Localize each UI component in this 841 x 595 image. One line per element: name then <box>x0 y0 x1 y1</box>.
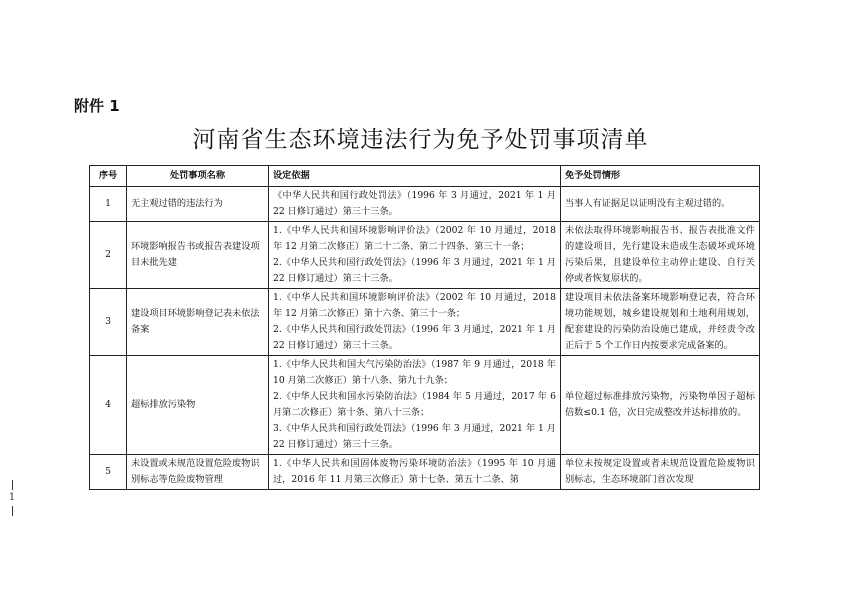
row-basis <box>269 187 561 222</box>
table-row <box>90 455 760 490</box>
page-title: 河南省生态环境违法行为免予处罚事项清单 <box>192 127 649 153</box>
page-number-bar-bottom <box>12 506 13 516</box>
row-no: 2 <box>90 222 127 289</box>
basis-item: 1.《中华人民共和国环境影响评价法》（2002 年 10 月通过，2018 年 12 月第二次修正）第二十二条、第二十四条、第三十一条； <box>273 225 556 252</box>
basis-item: 2.《中华人民共和国行政处罚法》（1996 年 3 月通过，2021 年 1 月 22 日修订通过）第三十三条。 <box>273 324 556 351</box>
side-page-number <box>2 478 22 518</box>
table-header-row <box>90 166 760 187</box>
basis-item: 1.《中华人民共和国固体废物污染环境防治法》（1995 年 10 月通过，2016 年 11 月第三次修正）第十七条、第五十二条、第 <box>273 458 556 485</box>
table-row <box>90 289 760 356</box>
row-no: 4 <box>90 356 127 455</box>
row-basis <box>269 356 561 455</box>
row-condition: 单位未按规定设置或者未规范设置危险废物识别标志，生态环境部门首次发现 <box>561 455 760 490</box>
row-name: 建设项目环境影响登记表未依法备案 <box>127 289 269 356</box>
page-number: 1 <box>8 492 16 503</box>
row-condition: 当事人有证据足以证明没有主观过错的。 <box>561 187 760 222</box>
penalty-exemption-table <box>89 165 760 490</box>
basis-item: 2.《中华人民共和国行政处罚法》（1996 年 3 月通过，2021 年 1 月 22 日修订通过）第三十三条。 <box>273 257 556 284</box>
attachment-label: 附件 1 <box>74 97 120 115</box>
row-condition: 未依法取得环境影响报告书、报告表批准文件的建设项目，先行建设未造成生态破坏或环境污染后果，且建设单位主动停止建设、自行关停或者恢复原状的。 <box>561 222 760 289</box>
row-basis <box>269 222 561 289</box>
page-number-bar-top <box>12 480 13 490</box>
basis-item: 《中华人民共和国行政处罚法》（1996 年 3 月通过，2021 年 1 月 22 日修订通过）第三十三条。 <box>273 190 556 217</box>
table-row <box>90 187 760 222</box>
header-no: 序号 <box>90 166 127 187</box>
row-condition: 单位超过标准排放污染物，污染物单因子超标倍数≤0.1 倍，次日完成整改并达标排放的。 <box>561 356 760 455</box>
basis-item: 2.《中华人民共和国水污染防治法》（1984 年 5 月通过，2017 年 6 月第二次修正）第十条、第八十三条； <box>273 391 556 418</box>
row-name: 无主观过错的违法行为 <box>127 187 269 222</box>
header-condition: 免予处罚情形 <box>561 166 760 187</box>
basis-item: 1.《中华人民共和国环境影响评价法》（2002 年 10 月通过，2018 年 12 月第二次修正）第十六条、第三十一条； <box>273 292 556 319</box>
header-name: 处罚事项名称 <box>127 166 269 187</box>
header-basis: 设定依据 <box>269 166 561 187</box>
table-row <box>90 222 760 289</box>
table-row <box>90 356 760 455</box>
basis-item: 3.《中华人民共和国行政处罚法》（1996 年 3 月通过，2021 年 1 月 22 日修订通过）第三十三条。 <box>273 423 556 450</box>
row-name: 未设置或未规范设置危险废物识别标志等危险废物管理 <box>127 455 269 490</box>
row-condition: 建设项目未依法备案环境影响登记表，符合环境功能规划，城乡建设规划和土地利用规划，配套建设的污染防治设施已建成，并经责令改正后于 5 个工作日内按要求完成备案的。 <box>561 289 760 356</box>
basis-item: 1.《中华人民共和国大气污染防治法》（1987 年 9 月通过，2018 年 10 月第二次修正）第十八条、第九十九条； <box>273 359 556 386</box>
row-no: 5 <box>90 455 127 490</box>
row-name: 环境影响报告书或报告表建设项目未批先建 <box>127 222 269 289</box>
row-no: 1 <box>90 187 127 222</box>
row-name: 超标排放污染物 <box>127 356 269 455</box>
row-basis <box>269 455 561 490</box>
row-no: 3 <box>90 289 127 356</box>
row-basis <box>269 289 561 356</box>
